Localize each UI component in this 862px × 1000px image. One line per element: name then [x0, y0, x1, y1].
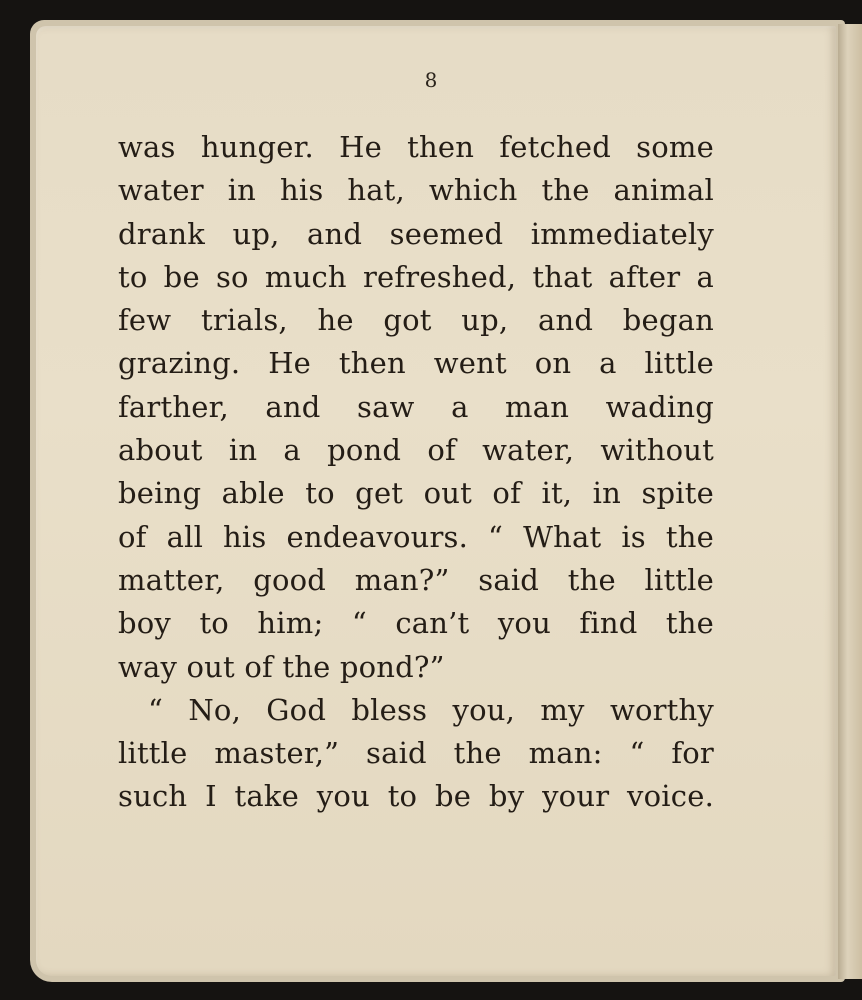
text-line: of all his endeavours. “ What is the	[118, 519, 714, 554]
text-line: about in a pond of water, without	[118, 433, 714, 468]
text-line: matter, good man?” said the little	[118, 562, 714, 597]
text-line: grazing. He then went on a little	[118, 346, 714, 381]
text-line: being able to get out of it, in spite	[118, 476, 714, 511]
text-line: such I take you to be by your voice.	[118, 779, 714, 814]
text-line: to be so much refreshed, that after a	[118, 259, 714, 294]
text-line: “ No, God bless you, my worthy	[148, 692, 714, 727]
facing-page-edge	[838, 24, 862, 979]
text-line: little master,” said the man: “ for	[118, 736, 714, 771]
text-line: water in his hat, which the animal	[118, 173, 714, 208]
text-line: was hunger. He then fetched some	[118, 130, 714, 164]
text-line: farther, and saw a man wading	[118, 389, 714, 424]
text-line: boy to him; “ can’t you find the	[118, 606, 714, 641]
text-line: few trials, he got up, and began	[118, 303, 714, 338]
page-number: 8	[424, 68, 438, 92]
text-line: drank up, and seemed immediately	[118, 216, 714, 251]
text-line: way out of the pond?”	[118, 649, 445, 684]
body-text	[118, 126, 714, 819]
